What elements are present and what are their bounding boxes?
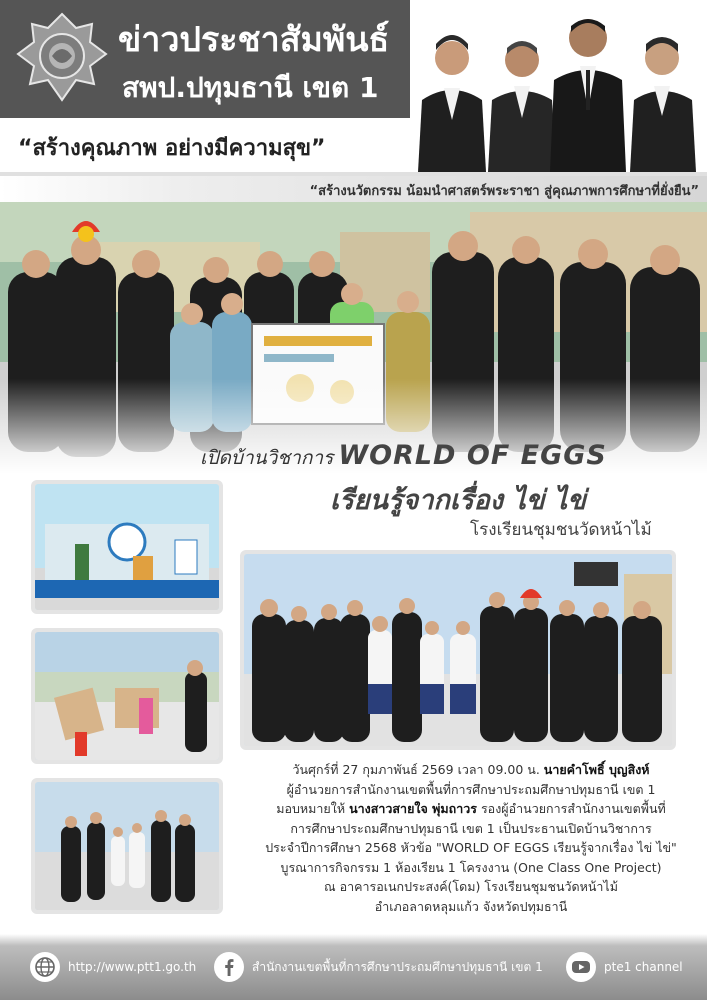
slogan: “สร้างคุณภาพ อย่างมีความสุข” <box>18 136 326 161</box>
header-title: ข่าวประชาสัมพันธ์ <box>118 20 390 60</box>
header-subtitle: สพป.ปทุมธานี เขต 1 <box>122 71 379 104</box>
footer-website[interactable] <box>30 952 196 982</box>
body-line-6: บูรณาการกิจกรรม 1 ห้องเรียน 1 โครงงาน (One Class One Project) <box>280 859 662 875</box>
body-line-5: ประจำปีการศึกษา 2568 หัวข้อ "WORLD OF EGGS เรียนรู้จากเรื่อง ไข่ ไข่" <box>265 840 677 855</box>
event-name: WORLD OF EGGS <box>338 440 607 471</box>
facebook-page-name: สำนักงานเขตพื้นที่การศึกษาประถมศึกษาปทุมธานี เขต 1 <box>252 959 543 974</box>
tagline-bar <box>0 176 707 202</box>
news-body <box>238 760 704 916</box>
date-time-text: วันศุกร์ที่ 27 กุมภาพันธ์ 2569 เวลา 09.00 น. <box>292 762 540 777</box>
assign-text: มอบหมายให้ <box>276 801 346 816</box>
youtube-icon <box>566 952 596 982</box>
facebook-icon <box>214 952 244 982</box>
deputy-title: รองผู้อำนวยการสำนักงานเขตพื้นที่ <box>480 801 666 816</box>
youtube-channel: pte1 channel <box>604 960 683 974</box>
footer <box>0 934 707 1000</box>
director-name: นายคำโพธิ์ บุญสิงห์ <box>543 762 650 777</box>
event-title <box>200 440 607 473</box>
photo-group-large <box>240 550 676 750</box>
footer-youtube[interactable] <box>566 952 683 982</box>
event-subtitle: เรียนรู้จากเรื่อง ไข่ ไข่ <box>330 485 586 516</box>
globe-icon <box>30 952 60 982</box>
event-prefix: เปิดบ้านวิชาการ <box>200 447 334 469</box>
website-url: http://www.ptt1.go.th <box>68 960 197 974</box>
deputy-name: นางสาวสายใจ พุ่มถาวร <box>349 801 477 816</box>
body-line-4: การศึกษาประถมศึกษาปทุมธานี เขต 1 เป็นประธานเปิดบ้านวิชาการ <box>290 820 652 836</box>
photo-group-small <box>31 778 223 914</box>
body-line-8: อำเภอลาดหลุมแก้ว จังหวัดปทุมธานี <box>374 898 568 914</box>
photo-stage <box>31 480 223 614</box>
school-name: โรงเรียนชุมชนวัดหน้าไม้ <box>470 520 652 540</box>
hero-group-photo <box>0 202 707 474</box>
obec-logo <box>16 12 108 104</box>
body-line-1 <box>238 760 704 780</box>
body-line-2: ผู้อำนวยการสำนักงานเขตพื้นที่การศึกษาประถมศึกษาปทุมธานี เขต 1 <box>286 781 656 797</box>
body-line-3 <box>238 799 704 819</box>
photo-activity <box>31 628 223 764</box>
tagline: “สร้างนวัตกรรม น้อมนำศาสตร์พระราชา สู่คุณภาพการศึกษาที่ยั่งยืน” <box>309 184 699 199</box>
executives-photo <box>410 0 707 172</box>
footer-facebook[interactable] <box>214 952 543 982</box>
body-line-7: ณ อาคารอเนกประสงค์(โดม) โรงเรียนชุมชนวัดหน้าไม้ <box>324 879 618 894</box>
